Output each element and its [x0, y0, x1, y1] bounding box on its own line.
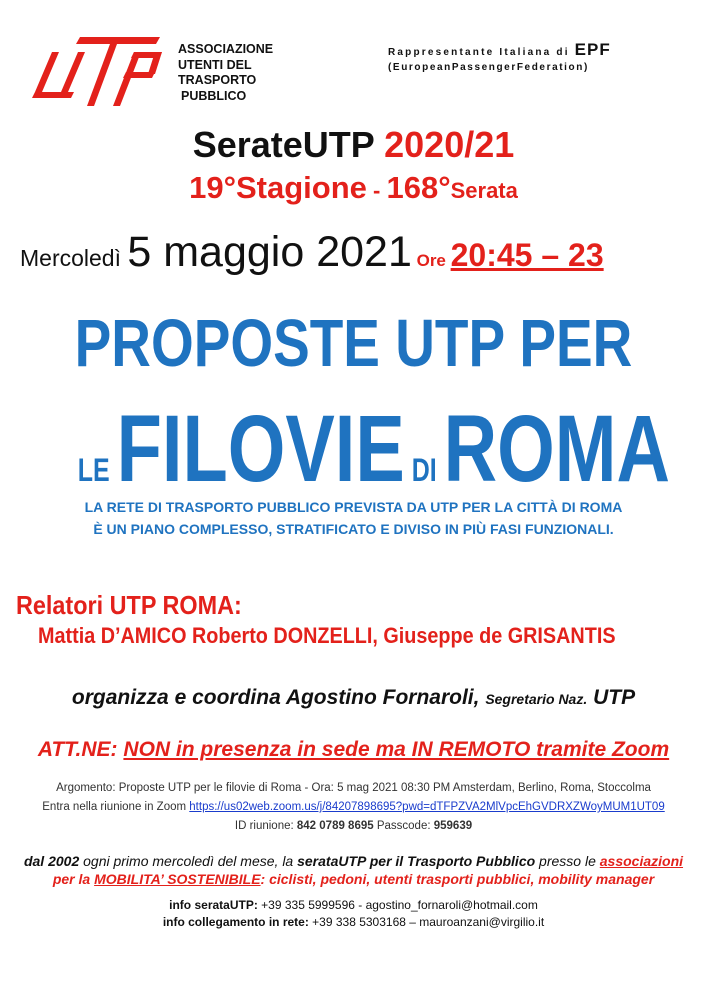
since-serata: serataUTP per il Trasporto Pubblico — [297, 853, 536, 869]
info-text: +39 338 5303168 – mauroanzani@virgilio.it — [308, 915, 545, 929]
organizer — [0, 686, 707, 710]
subtitle-line: LA RETE DI TRASPORTO PUBBLICO PREVISTA DA UTP PER LA CITTÀ DI ROMA — [84, 499, 623, 515]
title-filovie: FILOVIE — [116, 396, 405, 502]
info-line-1 — [0, 897, 707, 914]
epf-acronym: EPF — [574, 40, 611, 59]
season-subtitle — [0, 170, 707, 206]
info-label: info collegamento in rete: — [162, 915, 309, 929]
attention-text: NON in presenza in sede ma IN REMOTO tramite Zoom — [123, 738, 670, 761]
since-2002-note — [0, 852, 707, 888]
since-mobilita: MOBILITA’ SOSTENIBILE — [94, 871, 261, 887]
association-line: TRASPORTO — [178, 73, 257, 87]
subtitle — [0, 496, 707, 540]
title-roma: ROMA — [443, 396, 671, 502]
event-time: 20:45 – 23 — [450, 237, 604, 273]
speakers-heading: Relatori UTP ROMA: — [16, 590, 242, 620]
title-di: DI — [404, 452, 444, 488]
association-line: PUBBLICO — [181, 88, 247, 103]
ore-label: Ore — [411, 251, 451, 270]
utp-logo — [22, 34, 164, 116]
info-line-2 — [0, 914, 707, 931]
serata-number: 168° — [386, 170, 451, 205]
attention-notice — [0, 738, 707, 762]
serate-label: SerateUTP — [192, 124, 385, 165]
since-year: dal 2002 — [23, 853, 80, 869]
epf-fullname: (EuropeanPassengerFederation) — [388, 62, 589, 73]
since-per-la: per la — [52, 871, 95, 887]
event-date — [20, 228, 604, 277]
serata-label: Serata — [450, 178, 518, 203]
day: 5 maggio 2021 — [127, 228, 412, 276]
organizer-role: Segretario Naz. — [485, 691, 588, 707]
meeting-topic: Argomento: Proposte UTP per le filovie di Roma - Ora: 5 mag 2021 08:30 PM Amsterdam, Berlino, Roma, Stoccolma — [56, 782, 651, 794]
organizer-org: UTP — [587, 686, 636, 709]
info-label: info serataUTP: — [169, 898, 258, 912]
speakers-names: Mattia D’AMICO Roberto DONZELLI, Giuseppe de GRISANTIS — [38, 623, 616, 648]
join-label: Entra nella riunione in Zoom — [42, 801, 190, 813]
meeting-details — [0, 779, 707, 836]
epf-prefix: Rappresentante Italiana di — [388, 47, 575, 58]
id-label: ID riunione: — [234, 820, 297, 832]
since-associazioni: associazioni — [599, 853, 684, 869]
association-line: UTENTI DEL — [178, 57, 252, 72]
dash: - — [366, 178, 387, 203]
association-name — [178, 42, 273, 104]
zoom-link[interactable]: https://us02web.zoom.us/j/84207898695?pwd=dTFPZVA2MlVpcEhGVDRXZWoyMUM1UT09 — [189, 801, 665, 813]
passcode-label: Passcode: — [373, 820, 434, 832]
attention-label: ATT.NE: — [37, 738, 118, 761]
organizer-text: organizza e coordina Agostino Fornaroli, — [71, 686, 486, 709]
since-line-2 — [0, 870, 707, 888]
season-title — [0, 124, 707, 166]
since-text: ogni primo mercoledì del mese, la — [79, 853, 298, 869]
meeting-id: 842 0789 8695 — [296, 820, 374, 832]
main-title-line1: PROPOSTE UTP PER — [74, 306, 633, 381]
subtitle-line: È UN PIANO COMPLESSO, STRATIFICATO E DIVISO IN PIÙ FASI FUNZIONALI. — [93, 521, 614, 537]
epf-representative — [388, 40, 611, 60]
stagione: 19°Stagione — [189, 170, 367, 205]
main-title-line2 — [77, 395, 671, 504]
since-presso: presso le — [535, 853, 600, 869]
since-list: : ciclisti, pedoni, utenti trasporti pubblici, mobility manager — [260, 871, 655, 887]
meeting-credentials — [0, 817, 707, 836]
since-line-1 — [0, 852, 707, 870]
info-text: +39 335 5999596 - agostino_fornaroli@hotmail.com — [257, 898, 538, 912]
season-year: 2020/21 — [384, 124, 515, 165]
title-le: LE — [77, 452, 117, 488]
meeting-join — [0, 798, 707, 817]
contact-info — [0, 897, 707, 931]
association-line: ASSOCIAZIONE — [178, 42, 274, 56]
passcode: 959639 — [433, 820, 473, 832]
weekday: Mercoledì — [20, 245, 128, 271]
